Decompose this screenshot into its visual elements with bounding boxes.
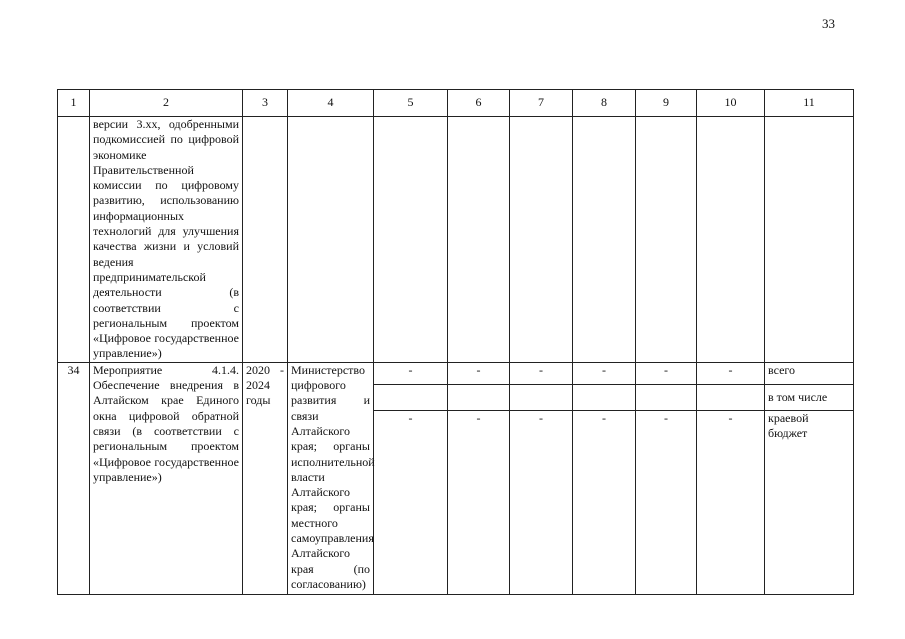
executor-cell: Министерство цифрового развития и связи Алтайского края; органы исполнительной власти Алтайского края; органы местного самоуправления Алтайского края (по согласованию) <box>288 362 374 594</box>
empty-cell <box>697 117 765 363</box>
header-cell: 10 <box>697 90 765 117</box>
value-cell: - <box>636 362 697 384</box>
continuation-row <box>58 117 854 363</box>
header-cell: 9 <box>636 90 697 117</box>
empty-cell <box>58 117 90 363</box>
value-cell: - <box>374 362 448 384</box>
empty-cell <box>510 117 573 363</box>
value-cell <box>374 384 448 410</box>
funding-label: краевой бюджет <box>765 410 854 594</box>
value-cell: - <box>510 362 573 384</box>
value-cell <box>636 384 697 410</box>
description-cell: версии 3.хх, одобренными подкомиссией по цифровой экономике Правительственной комиссии по цифровому развитию, использованию информационных технологий для улучшения качества жизни и условий ведения предпринимательской деятельности (в соответствии с региональным проектом «Цифровое государственное управление») <box>90 117 243 363</box>
description-cell: Мероприятие 4.1.4. Обеспечение внедрения в Алтайском крае Единого окна цифровой обратной связи (в соответствии с региональным проектом «Цифровое государственное управление») <box>90 362 243 594</box>
empty-cell <box>374 117 448 363</box>
header-cell: 4 <box>288 90 374 117</box>
header-cell: 6 <box>448 90 510 117</box>
value-cell <box>510 384 573 410</box>
value-cell <box>448 384 510 410</box>
value-cell: - <box>573 362 636 384</box>
value-cell <box>697 384 765 410</box>
value-cell: - <box>448 362 510 384</box>
funding-label: всего <box>765 362 854 384</box>
period-cell: 2020 - 2024 годы <box>243 362 288 594</box>
header-cell: 7 <box>510 90 573 117</box>
header-cell: 8 <box>573 90 636 117</box>
row-34-total <box>58 362 854 384</box>
value-cell: - <box>573 410 636 594</box>
empty-cell <box>636 117 697 363</box>
page-number: 33 <box>822 16 835 31</box>
value-cell: - <box>636 410 697 594</box>
header-cell: 1 <box>58 90 90 117</box>
value-cell: - <box>448 410 510 594</box>
value-cell: - <box>510 410 573 594</box>
header-cell: 3 <box>243 90 288 117</box>
empty-cell <box>288 117 374 363</box>
funding-label: в том числе <box>765 384 854 410</box>
empty-cell <box>573 117 636 363</box>
empty-cell <box>765 117 854 363</box>
row-number: 34 <box>58 362 90 594</box>
empty-cell <box>448 117 510 363</box>
header-row <box>58 90 854 117</box>
value-cell: - <box>697 410 765 594</box>
program-table <box>57 89 854 595</box>
header-cell: 2 <box>90 90 243 117</box>
empty-cell <box>243 117 288 363</box>
value-cell: - <box>697 362 765 384</box>
value-cell <box>573 384 636 410</box>
header-cell: 5 <box>374 90 448 117</box>
header-cell: 11 <box>765 90 854 117</box>
value-cell: - <box>374 410 448 594</box>
